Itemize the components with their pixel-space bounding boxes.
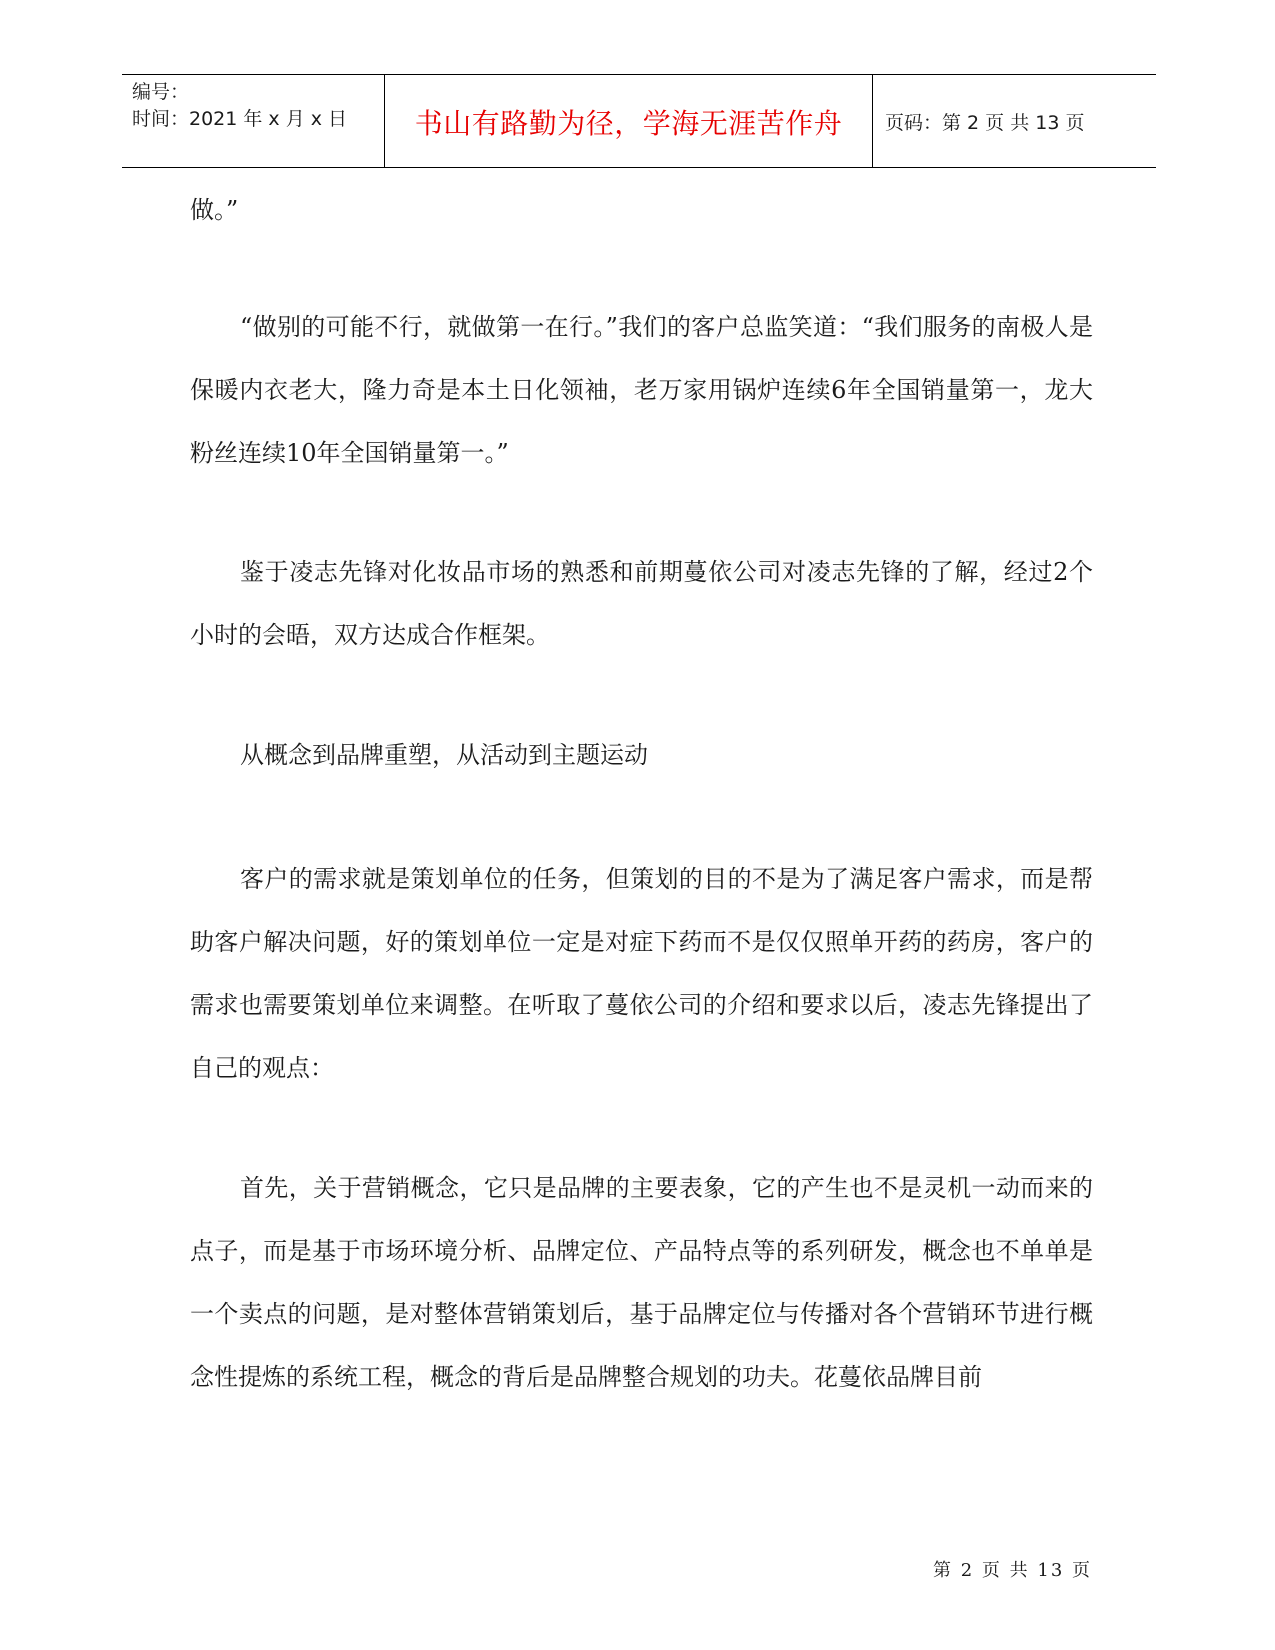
header-motto: 书山有路勤为径，学海无涯苦作舟	[385, 75, 873, 167]
paragraph: 鉴于凌志先锋对化妆品市场的熟悉和前期蔓依公司对凌志先锋的了解，经过2个小时的会晤，双方达成合作框架。	[190, 558, 1093, 649]
paragraph-heading: 从概念到品牌重塑，从活动到主题运动	[240, 741, 648, 769]
paragraph: 客户的需求就是策划单位的任务，但策划的目的不是为了满足客户需求，而是帮助客户解决问题，好的策划单位一定是对症下药而不是仅仅照单开药的药房，客户的需求也需要策划单位来调整。在听取了蔓依公司的介绍和要求以后，凌志先锋提出了自己的观点：	[190, 865, 1093, 1082]
header-info-cell	[122, 75, 385, 167]
paragraph-meeting	[190, 541, 1093, 667]
paragraph-concept	[190, 1157, 1093, 1409]
paragraph-quote	[190, 296, 1093, 485]
paragraph: 首先，关于营销概念，它只是品牌的主要表象，它的产生也不是灵机一动而来的点子，而是基于市场环境分析、品牌定位、产品特点等的系列研发，概念也不单单是一个卖点的问题，是对整体营销策划后，基于品牌定位与传播对各个营销环节进行概念性提炼的系统工程，概念的背后是品牌整合规划的功夫。花蔓依品牌目前	[190, 1174, 1093, 1391]
document-number-label: 编号：	[132, 81, 190, 103]
paragraph: 做。”	[190, 196, 239, 224]
paragraph-continuation	[190, 179, 1093, 242]
section-heading	[190, 724, 1093, 787]
page-header	[122, 74, 1156, 168]
header-page-code: 页码：第 2 页 共 13 页	[885, 111, 1085, 134]
paragraph-client-needs	[190, 848, 1093, 1100]
paragraph: “做别的可能不行，就做第一在行。”我们的客户总监笑道：“我们服务的南极人是保暖内衣老大，隆力奇是本土日化领袖，老万家用锅炉连续6年全国销量第一，龙大粉丝连续10年全国销量第一。”	[190, 313, 1093, 467]
document-time-label: 时间：2021 年 x 月 x 日	[132, 108, 348, 130]
page-footer-indicator: 第 2 页 共 13 页	[933, 1560, 1092, 1581]
